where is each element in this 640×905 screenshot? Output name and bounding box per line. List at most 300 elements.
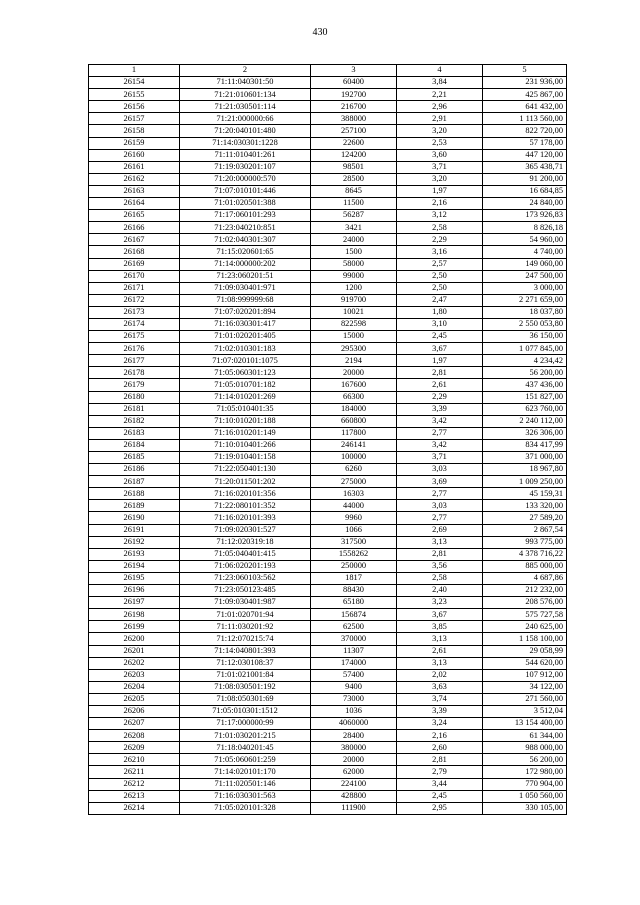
table-cell-col4: 2,77 — [397, 488, 483, 500]
table-row — [89, 89, 567, 101]
column-header-4: 4 — [397, 65, 483, 77]
table-cell-col2: 71:20:000000:570 — [180, 173, 311, 185]
table-cell-col4: 2,58 — [397, 222, 483, 234]
table-cell-col3: 11500 — [311, 198, 397, 210]
table-row — [89, 234, 567, 246]
table-row — [89, 113, 567, 125]
table-cell-col3: 246141 — [311, 439, 397, 451]
table-cell-col4: 2,61 — [397, 379, 483, 391]
table-row — [89, 790, 567, 802]
table-cell-col2: 71:22:080101:352 — [180, 500, 311, 512]
table-cell-col2: 71:01:020501:388 — [180, 198, 311, 210]
table-cell-col1: 26165 — [89, 210, 180, 222]
table-cell-col3: 295300 — [311, 343, 397, 355]
table-row — [89, 318, 567, 330]
table-cell-col4: 3,71 — [397, 452, 483, 464]
table-cell-col1: 26212 — [89, 778, 180, 790]
table-row — [89, 101, 567, 113]
table-cell-col2: 71:16:030301:563 — [180, 790, 311, 802]
table-cell-col4: 3,13 — [397, 633, 483, 645]
table-cell-col5: 437 436,00 — [483, 379, 567, 391]
table-cell-col5: 2 240 112,00 — [483, 415, 567, 427]
table-cell-col5: 61 344,00 — [483, 730, 567, 742]
table-cell-col1: 26186 — [89, 464, 180, 476]
table-cell-col3: 20000 — [311, 367, 397, 379]
table-cell-col1: 26183 — [89, 427, 180, 439]
table-cell-col4: 2,81 — [397, 367, 483, 379]
table-cell-col5: 57 178,00 — [483, 137, 567, 149]
table-cell-col4: 3,13 — [397, 657, 483, 669]
table-row — [89, 476, 567, 488]
table-cell-col4: 2,45 — [397, 331, 483, 343]
table-cell-col1: 26214 — [89, 802, 180, 814]
table-row — [89, 585, 567, 597]
table-row — [89, 500, 567, 512]
table-row — [89, 294, 567, 306]
table-cell-col1: 26188 — [89, 488, 180, 500]
table-row — [89, 742, 567, 754]
table-cell-col5: 1 113 560,00 — [483, 113, 567, 125]
table-row — [89, 718, 567, 730]
table-cell-col4: 3,12 — [397, 210, 483, 222]
table-cell-col5: 365 438,71 — [483, 161, 567, 173]
table-cell-col1: 26174 — [89, 318, 180, 330]
table-cell-col2: 71:14:040801:393 — [180, 645, 311, 657]
table-cell-col5: 822 720,00 — [483, 125, 567, 137]
table-cell-col1: 26181 — [89, 403, 180, 415]
table-row — [89, 524, 567, 536]
table-cell-col2: 71:01:020201:405 — [180, 331, 311, 343]
table-cell-col4: 2,02 — [397, 669, 483, 681]
table-row — [89, 633, 567, 645]
table-cell-col5: 1 077 845,00 — [483, 343, 567, 355]
table-cell-col2: 71:08:030501:192 — [180, 681, 311, 693]
table-cell-col4: 2,77 — [397, 512, 483, 524]
column-header-5: 5 — [483, 65, 567, 77]
table-cell-col2: 71:11:010401:261 — [180, 149, 311, 161]
table-cell-col4: 3,74 — [397, 693, 483, 705]
table-cell-col1: 26191 — [89, 524, 180, 536]
table-cell-col3: 1200 — [311, 282, 397, 294]
table-cell-col5: 4 687,86 — [483, 572, 567, 584]
table-cell-col2: 71:08:999999:68 — [180, 294, 311, 306]
table-cell-col4: 3,13 — [397, 536, 483, 548]
table-cell-col1: 26184 — [89, 439, 180, 451]
table-cell-col4: 1,97 — [397, 355, 483, 367]
table-cell-col4: 2,47 — [397, 294, 483, 306]
table-cell-col5: 1 158 100,00 — [483, 633, 567, 645]
table-row — [89, 572, 567, 584]
table-cell-col1: 26160 — [89, 149, 180, 161]
table-cell-col1: 26164 — [89, 198, 180, 210]
table-cell-col4: 2,79 — [397, 766, 483, 778]
table-cell-col2: 71:21:030501:114 — [180, 101, 311, 113]
table-body — [89, 77, 567, 815]
table-cell-col4: 2,16 — [397, 198, 483, 210]
table-cell-col3: 257100 — [311, 125, 397, 137]
table-cell-col3: 22600 — [311, 137, 397, 149]
table-row — [89, 258, 567, 270]
table-cell-col3: 28500 — [311, 173, 397, 185]
table-cell-col1: 26154 — [89, 77, 180, 89]
table-cell-col4: 3,67 — [397, 343, 483, 355]
table-cell-col2: 71:14:000000:202 — [180, 258, 311, 270]
table-cell-col2: 71:12:070215:74 — [180, 633, 311, 645]
table-row — [89, 693, 567, 705]
table-cell-col5: 149 060,00 — [483, 258, 567, 270]
table-cell-col3: 24000 — [311, 234, 397, 246]
table-cell-col1: 26176 — [89, 343, 180, 355]
header-row — [89, 65, 567, 77]
table-cell-col3: 9960 — [311, 512, 397, 524]
table-cell-col4: 3,69 — [397, 476, 483, 488]
table-row — [89, 548, 567, 560]
table-cell-col2: 71:05:040401:415 — [180, 548, 311, 560]
table-row — [89, 161, 567, 173]
table-cell-col4: 3,03 — [397, 500, 483, 512]
table-cell-col4: 2,50 — [397, 270, 483, 282]
table-cell-col3: 9400 — [311, 681, 397, 693]
table-cell-col3: 16303 — [311, 488, 397, 500]
table-cell-col4: 3,39 — [397, 705, 483, 717]
table-cell-col3: 98501 — [311, 161, 397, 173]
table-cell-col3: 370000 — [311, 633, 397, 645]
table-cell-col2: 71:21:010601:134 — [180, 89, 311, 101]
table-row — [89, 439, 567, 451]
table-cell-col3: 1066 — [311, 524, 397, 536]
table-cell-col4: 2,58 — [397, 572, 483, 584]
table-row — [89, 149, 567, 161]
table-cell-col5: 172 980,00 — [483, 766, 567, 778]
table-cell-col5: 2 271 659,00 — [483, 294, 567, 306]
table-cell-col5: 8 826,18 — [483, 222, 567, 234]
table-cell-col5: 2 867,54 — [483, 524, 567, 536]
table-cell-col4: 3,20 — [397, 125, 483, 137]
table-cell-col2: 71:05:010701:182 — [180, 379, 311, 391]
table-row — [89, 367, 567, 379]
table-row — [89, 306, 567, 318]
table-cell-col2: 71:23:060103:562 — [180, 572, 311, 584]
table-cell-col1: 26168 — [89, 246, 180, 258]
table-cell-col3: 56287 — [311, 210, 397, 222]
table-cell-col5: 993 775,00 — [483, 536, 567, 548]
table-cell-col1: 26189 — [89, 500, 180, 512]
table-cell-col5: 24 840,00 — [483, 198, 567, 210]
table-cell-col5: 770 904,00 — [483, 778, 567, 790]
table-cell-col3: 1558262 — [311, 548, 397, 560]
table-cell-col3: 57400 — [311, 669, 397, 681]
table-cell-col5: 988 000,00 — [483, 742, 567, 754]
table-cell-col3: 156874 — [311, 609, 397, 621]
table-row — [89, 464, 567, 476]
table-row — [89, 185, 567, 197]
table-cell-col1: 26167 — [89, 234, 180, 246]
table-cell-col3: 11307 — [311, 645, 397, 657]
table-cell-col3: 388000 — [311, 113, 397, 125]
table-cell-col5: 447 120,00 — [483, 149, 567, 161]
table-cell-col1: 26209 — [89, 742, 180, 754]
table-cell-col2: 71:10:010401:266 — [180, 439, 311, 451]
table-cell-col3: 275000 — [311, 476, 397, 488]
table-cell-col4: 3,63 — [397, 681, 483, 693]
table-cell-col2: 71:10:010201:188 — [180, 415, 311, 427]
table-cell-col1: 26185 — [89, 452, 180, 464]
table-cell-col3: 15000 — [311, 331, 397, 343]
table-cell-col5: 4 740,00 — [483, 246, 567, 258]
table-cell-col5: 54 960,00 — [483, 234, 567, 246]
table-cell-col2: 71:19:030201:107 — [180, 161, 311, 173]
table-cell-col2: 71:22:050401:130 — [180, 464, 311, 476]
table-cell-col5: 3 000,00 — [483, 282, 567, 294]
table-cell-col5: 575 727,58 — [483, 609, 567, 621]
table-cell-col1: 26200 — [89, 633, 180, 645]
table-cell-col3: 73000 — [311, 693, 397, 705]
table-cell-col5: 151 827,00 — [483, 391, 567, 403]
table-cell-col2: 71:19:010401:158 — [180, 452, 311, 464]
table-cell-col4: 2,95 — [397, 802, 483, 814]
table-cell-col2: 71:12:030108:37 — [180, 657, 311, 669]
table-cell-col5: 34 122,00 — [483, 681, 567, 693]
table-row — [89, 125, 567, 137]
table-row — [89, 355, 567, 367]
table-cell-col4: 2,81 — [397, 548, 483, 560]
table-cell-col1: 26158 — [89, 125, 180, 137]
table-cell-col2: 71:16:010201:149 — [180, 427, 311, 439]
table-cell-col3: 99000 — [311, 270, 397, 282]
table-cell-col3: 822598 — [311, 318, 397, 330]
table-cell-col2: 71:05:010301:1512 — [180, 705, 311, 717]
table-cell-col5: 56 200,00 — [483, 754, 567, 766]
table-cell-col2: 71:14:010201:269 — [180, 391, 311, 403]
table-row — [89, 681, 567, 693]
table-cell-col1: 26205 — [89, 693, 180, 705]
table-cell-col4: 3,39 — [397, 403, 483, 415]
column-header-3: 3 — [311, 65, 397, 77]
table-cell-col3: 428800 — [311, 790, 397, 802]
table-cell-col1: 26190 — [89, 512, 180, 524]
table-cell-col3: 111900 — [311, 802, 397, 814]
table-cell-col3: 224100 — [311, 778, 397, 790]
table-cell-col4: 2,21 — [397, 89, 483, 101]
table-cell-col2: 71:23:050123:485 — [180, 585, 311, 597]
table-cell-col2: 71:05:010401:35 — [180, 403, 311, 415]
table-row — [89, 222, 567, 234]
table-cell-col5: 91 200,00 — [483, 173, 567, 185]
table-cell-col5: 326 306,00 — [483, 427, 567, 439]
table-row — [89, 282, 567, 294]
table-cell-col3: 58000 — [311, 258, 397, 270]
table-cell-col4: 2,60 — [397, 742, 483, 754]
table-cell-col1: 26163 — [89, 185, 180, 197]
table-cell-col5: 885 000,00 — [483, 560, 567, 572]
table-cell-col1: 26193 — [89, 548, 180, 560]
table-cell-col1: 26162 — [89, 173, 180, 185]
table-cell-col3: 28400 — [311, 730, 397, 742]
table-cell-col4: 1,80 — [397, 306, 483, 318]
table-cell-col5: 173 926,83 — [483, 210, 567, 222]
table-cell-col4: 2,29 — [397, 391, 483, 403]
table-cell-col5: 271 560,00 — [483, 693, 567, 705]
table-row — [89, 270, 567, 282]
table-cell-col3: 660800 — [311, 415, 397, 427]
table-cell-col4: 3,85 — [397, 621, 483, 633]
table-cell-col3: 1500 — [311, 246, 397, 258]
table-cell-col1: 26195 — [89, 572, 180, 584]
table-cell-col1: 26202 — [89, 657, 180, 669]
table-cell-col1: 26207 — [89, 718, 180, 730]
table-row — [89, 730, 567, 742]
table-cell-col5: 29 058,99 — [483, 645, 567, 657]
table-cell-col1: 26213 — [89, 790, 180, 802]
table-cell-col3: 100000 — [311, 452, 397, 464]
table-row — [89, 379, 567, 391]
table-cell-col3: 317500 — [311, 536, 397, 548]
table-cell-col3: 919700 — [311, 294, 397, 306]
table-cell-col2: 71:23:040210:851 — [180, 222, 311, 234]
column-header-1: 1 — [89, 65, 180, 77]
table-cell-col3: 117800 — [311, 427, 397, 439]
table-cell-col2: 71:02:040301:307 — [180, 234, 311, 246]
table-cell-col3: 62000 — [311, 766, 397, 778]
table-cell-col2: 71:05:060601:259 — [180, 754, 311, 766]
table-cell-col5: 544 620,00 — [483, 657, 567, 669]
table-cell-col5: 231 936,00 — [483, 77, 567, 89]
table-row — [89, 210, 567, 222]
table-cell-col4: 3,42 — [397, 439, 483, 451]
table-cell-col4: 3,23 — [397, 597, 483, 609]
table-cell-col2: 71:09:030401:971 — [180, 282, 311, 294]
table-cell-col4: 2,61 — [397, 645, 483, 657]
table-cell-col2: 71:08:050301:69 — [180, 693, 311, 705]
table-cell-col1: 26171 — [89, 282, 180, 294]
table-cell-col2: 71:14:020101:170 — [180, 766, 311, 778]
table-cell-col1: 26206 — [89, 705, 180, 717]
table-row — [89, 536, 567, 548]
column-header-2: 2 — [180, 65, 311, 77]
table-cell-col4: 2,40 — [397, 585, 483, 597]
table-cell-col2: 71:18:040201:45 — [180, 742, 311, 754]
table-cell-col5: 641 432,00 — [483, 101, 567, 113]
table-cell-col5: 330 105,00 — [483, 802, 567, 814]
table-cell-col5: 425 867,00 — [483, 89, 567, 101]
table-cell-col1: 26166 — [89, 222, 180, 234]
table-cell-col2: 71:05:060301:123 — [180, 367, 311, 379]
table-cell-col4: 3,42 — [397, 415, 483, 427]
table-cell-col3: 62500 — [311, 621, 397, 633]
table-cell-col1: 26204 — [89, 681, 180, 693]
table-cell-col4: 2,53 — [397, 137, 483, 149]
table-row — [89, 77, 567, 89]
table-cell-col3: 124200 — [311, 149, 397, 161]
table-cell-col5: 18 037,80 — [483, 306, 567, 318]
table-cell-col1: 26194 — [89, 560, 180, 572]
table-cell-col3: 60400 — [311, 77, 397, 89]
table-cell-col1: 26161 — [89, 161, 180, 173]
table-cell-col1: 26177 — [89, 355, 180, 367]
table-cell-col1: 26196 — [89, 585, 180, 597]
table-row — [89, 778, 567, 790]
table-cell-col5: 16 684,85 — [483, 185, 567, 197]
table-cell-col2: 71:11:030201:92 — [180, 621, 311, 633]
table-row — [89, 173, 567, 185]
table-cell-col2: 71:17:000000:99 — [180, 718, 311, 730]
table-cell-col1: 26156 — [89, 101, 180, 113]
table-cell-col5: 27 589,20 — [483, 512, 567, 524]
table-cell-col5: 208 576,00 — [483, 597, 567, 609]
table-cell-col2: 71:01:021001:84 — [180, 669, 311, 681]
table-cell-col3: 10021 — [311, 306, 397, 318]
table-cell-col5: 623 760,00 — [483, 403, 567, 415]
table-cell-col2: 71:17:060101:293 — [180, 210, 311, 222]
table-cell-col2: 71:14:030301:1228 — [180, 137, 311, 149]
table-cell-col3: 88430 — [311, 585, 397, 597]
table-row — [89, 246, 567, 258]
table-row — [89, 415, 567, 427]
table-cell-col4: 3,24 — [397, 718, 483, 730]
table-cell-col3: 250000 — [311, 560, 397, 572]
table-cell-col3: 167600 — [311, 379, 397, 391]
table-cell-col4: 3,44 — [397, 778, 483, 790]
table-cell-col3: 66300 — [311, 391, 397, 403]
table-cell-col1: 26210 — [89, 754, 180, 766]
table-row — [89, 705, 567, 717]
table-cell-col2: 71:20:011501:202 — [180, 476, 311, 488]
table-cell-col4: 3,10 — [397, 318, 483, 330]
table-cell-col2: 71:07:020201:894 — [180, 306, 311, 318]
table-cell-col1: 26197 — [89, 597, 180, 609]
table-cell-col2: 71:09:020301:527 — [180, 524, 311, 536]
table-cell-col4: 2,69 — [397, 524, 483, 536]
table-cell-col5: 371 000,00 — [483, 452, 567, 464]
table-cell-col3: 216700 — [311, 101, 397, 113]
table-cell-col3: 8645 — [311, 185, 397, 197]
table-row — [89, 343, 567, 355]
table-cell-col4: 3,71 — [397, 161, 483, 173]
table-cell-col1: 26159 — [89, 137, 180, 149]
table-cell-col1: 26169 — [89, 258, 180, 270]
table-cell-col1: 26198 — [89, 609, 180, 621]
table-row — [89, 427, 567, 439]
table-cell-col5: 45 159,31 — [483, 488, 567, 500]
data-table — [88, 64, 567, 815]
table-cell-col1: 26211 — [89, 766, 180, 778]
table-cell-col5: 2 550 053,80 — [483, 318, 567, 330]
table-cell-col1: 26187 — [89, 476, 180, 488]
table-cell-col4: 2,77 — [397, 427, 483, 439]
table-cell-col2: 71:16:030301:417 — [180, 318, 311, 330]
table-cell-col2: 71:05:020101:328 — [180, 802, 311, 814]
table-cell-col3: 44000 — [311, 500, 397, 512]
table-cell-col1: 26182 — [89, 415, 180, 427]
table-cell-col5: 13 154 400,00 — [483, 718, 567, 730]
table-cell-col1: 26201 — [89, 645, 180, 657]
table-cell-col2: 71:21:000000:66 — [180, 113, 311, 125]
table-cell-col1: 26175 — [89, 331, 180, 343]
table-cell-col4: 2,81 — [397, 754, 483, 766]
table-cell-col1: 26203 — [89, 669, 180, 681]
table-cell-col1: 26179 — [89, 379, 180, 391]
table-cell-col4: 3,56 — [397, 560, 483, 572]
table-cell-col2: 71:15:020601:65 — [180, 246, 311, 258]
table-cell-col3: 192700 — [311, 89, 397, 101]
table-cell-col1: 26173 — [89, 306, 180, 318]
table-cell-col3: 380000 — [311, 742, 397, 754]
table-row — [89, 802, 567, 814]
table-cell-col5: 4 378 716,22 — [483, 548, 567, 560]
table-cell-col4: 3,16 — [397, 246, 483, 258]
table-cell-col5: 36 150,00 — [483, 331, 567, 343]
table-row — [89, 391, 567, 403]
